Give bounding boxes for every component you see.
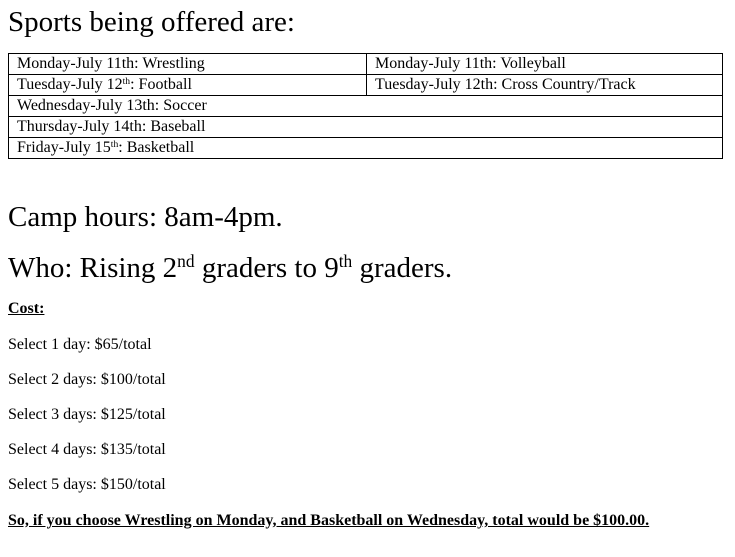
price-option: Select 3 days: $125/total xyxy=(8,406,166,423)
who-text: graders. xyxy=(352,252,453,284)
ordinal-suffix: nd xyxy=(177,251,195,272)
table-row xyxy=(9,75,723,96)
schedule-cell: Monday-July 11th: Wrestling xyxy=(9,54,367,75)
cell-text: Wednesday-July 13th: Soccer xyxy=(17,97,207,114)
table-row xyxy=(9,54,723,75)
schedule-cell xyxy=(9,117,723,138)
cell-text: Tuesday-July 12 xyxy=(17,76,123,93)
price-option: Select 1 day: $65/total xyxy=(8,336,152,353)
schedule-cell xyxy=(9,96,723,117)
ordinal-suffix: th xyxy=(338,251,353,272)
who-text: Who: Rising 2 xyxy=(8,252,178,284)
ordinal-suffix: th xyxy=(122,75,131,87)
price-option: Select 2 days: $100/total xyxy=(8,371,166,388)
price-option: Select 4 days: $135/total xyxy=(8,441,166,458)
cell-text: Thursday-July 14th: Baseball xyxy=(17,118,206,135)
schedule-cell xyxy=(9,75,367,96)
cell-text: : Basketball xyxy=(118,139,195,156)
cell-text: Friday-July 15 xyxy=(17,139,111,156)
schedule-cell: Tuesday-July 12th: Cross Country/Track xyxy=(367,75,723,96)
page-heading: Sports being offered are: xyxy=(8,6,295,38)
who-eligible xyxy=(8,250,452,286)
schedule-cell xyxy=(9,138,723,159)
table-row xyxy=(9,96,723,117)
table-row xyxy=(9,138,723,159)
who-text: graders to 9 xyxy=(194,252,339,284)
camp-hours: Camp hours: 8am-4pm. xyxy=(8,201,283,233)
table-row xyxy=(9,117,723,138)
cost-example: So, if you choose Wrestling on Monday, and Basketball on Wednesday, total would be $100.00. xyxy=(8,512,650,529)
price-option: Select 5 days: $150/total xyxy=(8,476,166,493)
cost-label: Cost: xyxy=(8,300,45,317)
ordinal-suffix: th xyxy=(110,138,119,150)
sports-schedule-table xyxy=(8,53,723,159)
schedule-cell: Monday-July 11th: Volleyball xyxy=(367,54,723,75)
cell-text: : Football xyxy=(130,76,192,93)
